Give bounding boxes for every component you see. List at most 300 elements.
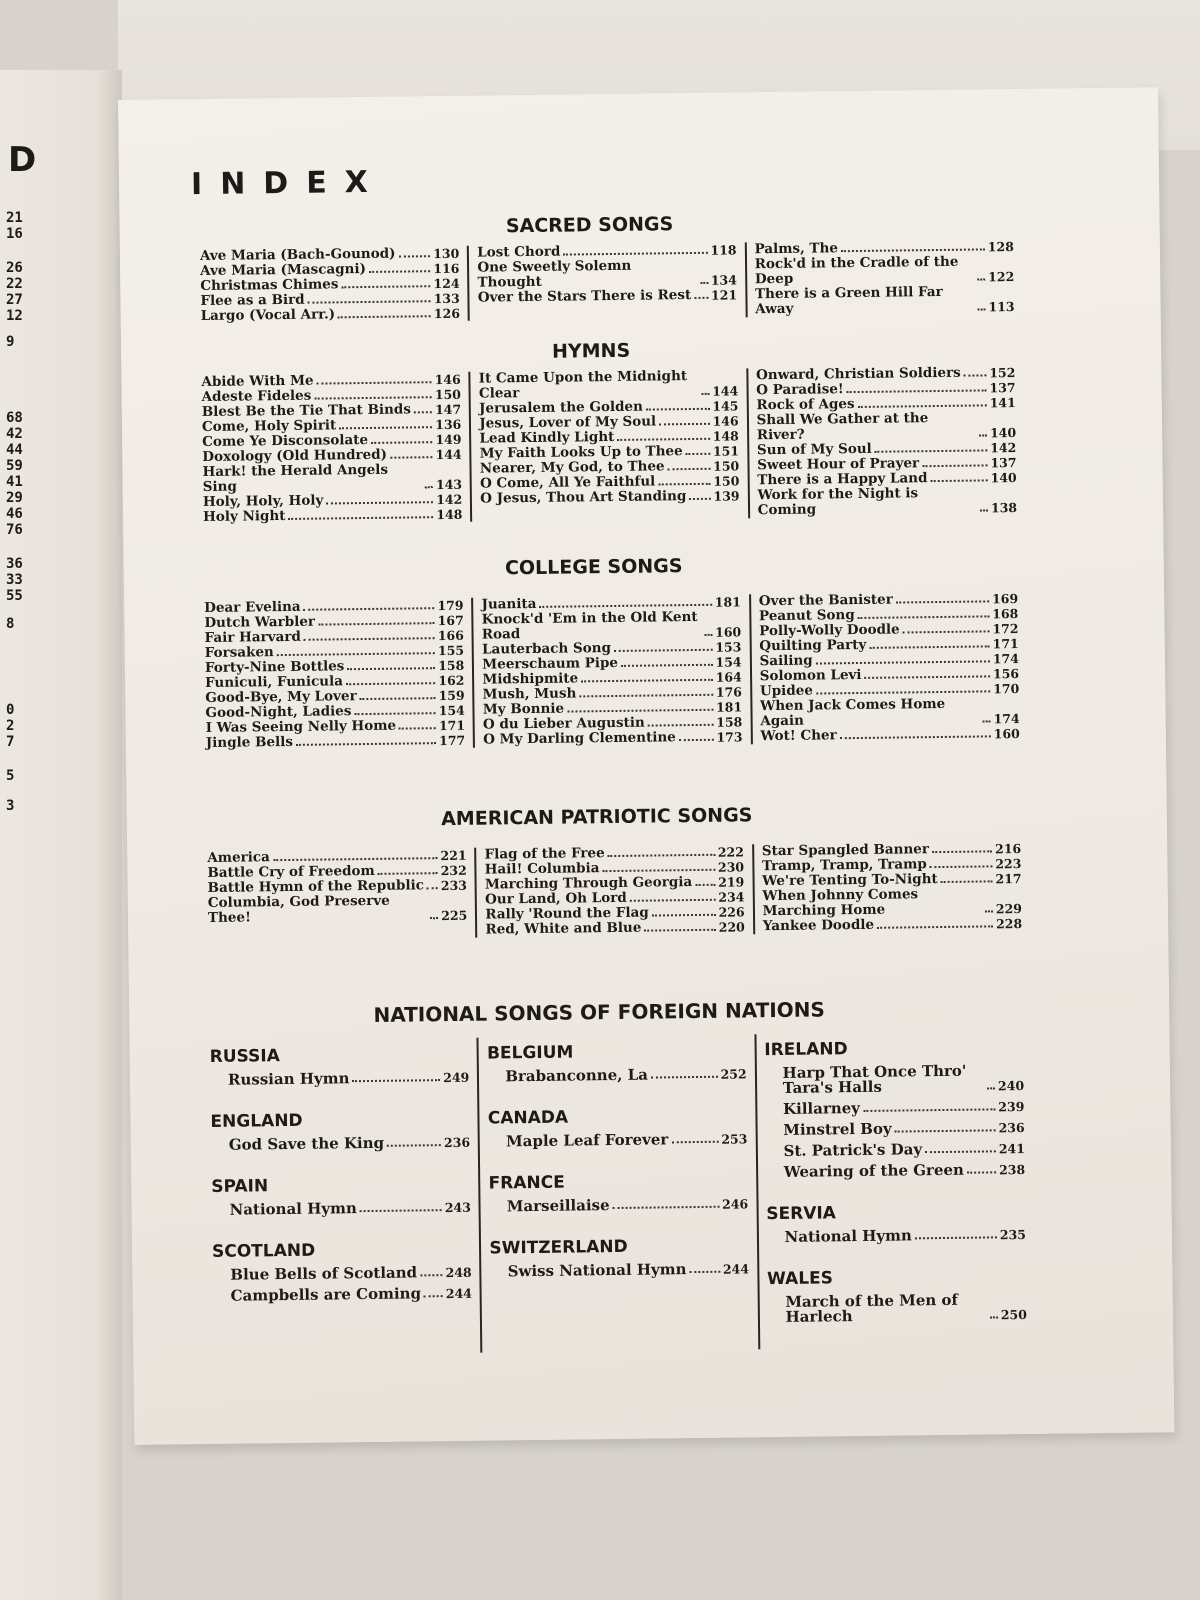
page-number: 181 [714,594,741,610]
song-title: Sailing [759,652,813,670]
index-column [196,598,473,751]
dot-leader [314,396,432,399]
page-number: 128 [987,239,1014,255]
index-entry [477,257,737,290]
dot-leader [304,637,435,641]
page-number: 239 [998,1099,1025,1115]
left-page-number: 22 [6,276,23,292]
page-number: 149 [435,431,462,448]
index-column [467,242,745,320]
page-number: 222 [717,844,744,860]
index-title: INDEX [190,164,387,203]
dot-leader [360,697,436,700]
page-number: 229 [995,901,1023,917]
song-title: Hark! the Herald Angels Sing [202,461,389,495]
song-title: O Paradise! [756,381,844,399]
index-entry [489,1196,748,1214]
page-number: 171 [992,636,1019,652]
song-title: Jesus, Lover of My Soul [479,413,657,432]
index-column [754,1031,1035,1349]
dot-leader [339,426,432,429]
song-title: Good-Night, Ladies [205,703,352,721]
page-number: 126 [433,305,461,322]
index-entry [488,1131,747,1149]
song-title: Holy, Holy, Holy [202,492,324,510]
page-number: 146 [712,413,739,429]
index-column [193,372,470,525]
page-number: 244 [445,1285,473,1302]
dot-leader [399,255,431,257]
dot-leader [903,630,990,633]
song-title: Holy Night [203,507,286,525]
dot-leader [980,509,988,511]
index-entry [213,1286,472,1304]
country-heading: SERVIA [766,1203,837,1225]
page-number: 241 [998,1140,1025,1157]
dot-leader [990,1316,998,1318]
page-number: 134 [710,272,737,288]
dot-leader [539,604,711,608]
page-number: 236 [998,1120,1025,1136]
dot-leader [581,679,713,683]
index-column [744,239,1022,317]
foreign-columns [202,1031,1036,1356]
page-number: 216 [995,841,1022,857]
dot-leader [858,615,990,619]
country-heading: FRANCE [488,1172,565,1194]
song-title: There is a Happy Land [757,470,928,489]
dot-leader [289,516,434,520]
country-heading: RUSSIA [209,1046,280,1067]
index-column [202,1038,481,1356]
song-title: Minstrel Boy [783,1119,892,1139]
song-title: It Came Upon the Midnight Clear [478,368,688,402]
dot-leader [983,720,991,722]
song-title: Swiss National Hymn [507,1260,687,1281]
song-title: Polly-Wolly Doodle [759,621,900,640]
index-entry [755,254,1015,287]
country-songs [767,1227,1026,1245]
page-number: 246 [722,1196,749,1212]
dot-leader [430,917,438,919]
dot-leader [630,899,716,902]
song-title: Battle Cry of Freedom [207,862,375,881]
song-title: Battle Hymn of the Republic [207,877,424,896]
song-title: Russian Hymn [227,1069,350,1089]
dot-leader [296,742,436,746]
section-columns [192,239,1023,324]
country-songs [767,1292,1027,1325]
index-page [118,87,1174,1445]
dot-leader [689,498,710,500]
country-heading: CANADA [487,1107,569,1129]
left-page-number: 68 [6,410,23,426]
dot-leader [987,1087,995,1089]
dot-leader [865,675,990,679]
dot-leader [930,865,993,868]
dot-leader [427,887,438,889]
index-entry [212,1265,471,1283]
index-column [477,1034,758,1352]
country-songs [490,1261,749,1279]
index-column [192,246,468,324]
song-title: Wot! Cher [760,727,837,745]
dot-leader [932,850,992,853]
dot-leader [977,278,985,280]
index-column [746,365,1025,518]
dot-leader [646,408,709,411]
dot-leader [567,709,713,713]
country-songs [488,1131,747,1149]
country-heading: SPAIN [211,1176,269,1197]
dot-leader [399,727,436,729]
dot-leader [563,252,707,256]
section-columns [199,841,1030,941]
dot-leader [841,248,985,252]
song-title: Killarney [782,1099,861,1118]
left-page-number: 42 [6,426,23,442]
page-number: 159 [438,687,465,704]
page-number: 234 [718,889,745,905]
song-title: Funiculi, Funicula [205,673,344,691]
page-number: 140 [990,470,1017,486]
index-entry [210,1070,469,1088]
dot-leader [277,652,435,656]
page-number: 176 [715,684,743,700]
dot-leader [816,660,990,664]
page-number: 226 [718,904,745,920]
left-page [0,70,122,1600]
index-entry [208,893,468,926]
left-page-number: 59 [6,458,23,474]
song-title: Tramp, Tramp, Tramp [761,856,927,875]
dot-leader [614,649,712,652]
dot-leader [694,297,708,299]
song-title: Brabanconne, La [505,1065,649,1086]
song-title: Knock'd 'Em in the Old Kent Road [481,608,698,643]
index-entry [485,919,744,937]
dot-leader [424,1295,443,1297]
left-page-number: 3 [6,798,15,814]
dot-leader [967,1171,996,1173]
page-number: 144 [712,383,739,399]
index-entry [211,1200,470,1218]
dot-leader [668,468,711,471]
song-title: My Faith Looks Up to Thee [479,443,683,462]
song-title: St. Patrick's Day [783,1140,923,1160]
song-title: Maple Leaf Forever [505,1130,669,1151]
dot-leader [895,1129,996,1132]
section-title: SACRED SONGS [505,213,674,238]
dot-leader [308,300,431,304]
page-number: 142 [990,440,1017,456]
section-title: NATIONAL SONGS OF FOREIGN NATIONS [373,997,826,1027]
index-entry [765,1120,1024,1138]
song-title: One Sweetly Solemn Thought [477,257,632,291]
dot-leader [652,914,716,917]
page-number: 158 [716,714,743,730]
country-heading: SWITZERLAND [489,1236,628,1259]
dot-leader [579,694,712,698]
dot-leader [840,735,991,739]
index-entry [478,287,737,305]
dot-leader [858,404,987,408]
song-title: Solomon Levi [759,666,862,685]
song-title: Flee as a Bird [200,291,305,310]
song-title: Blue Bells of Scotland [230,1263,418,1284]
song-title: Come, Holy Spirit [201,417,337,435]
index-entry [760,726,1019,744]
page-number: 152 [989,365,1016,381]
country-songs [489,1196,748,1214]
page-number: 154 [715,654,742,670]
song-title: Doxology (Old Hundred) [202,446,388,465]
index-column [471,594,750,747]
dot-leader [346,682,435,685]
dot-leader [360,1209,442,1212]
left-page-number: 0 [6,702,15,718]
song-title: Good-Bye, My Lover [205,688,357,706]
dot-leader [671,1141,718,1144]
dot-leader [679,739,714,741]
left-page-number: 55 [6,588,23,604]
song-title: Over the Banister [758,591,893,610]
dot-leader [863,1108,995,1112]
page-number: 219 [718,874,745,890]
page-number: 148 [712,428,739,444]
page-number: 221 [440,847,467,864]
dot-leader [354,712,435,715]
page-number: 169 [991,591,1019,607]
page-number: 166 [437,627,464,644]
song-title: Shall We Gather at the River? [756,410,929,444]
left-page-number: 36 [6,556,23,572]
left-page-number: 12 [6,308,23,324]
country-songs [487,1066,746,1084]
song-title: We're Tenting To-Night [762,871,938,890]
page-number: 155 [437,642,465,659]
page-number: 225 [441,907,468,924]
left-page-number: 26 [6,260,23,276]
song-title: Meerschaum Pipe [482,654,619,673]
index-entry [479,368,739,401]
dot-leader [318,622,435,625]
left-page-number: 8 [6,616,15,632]
country-songs [211,1200,470,1218]
page-number: 250 [1000,1306,1027,1323]
page-number: 146 [434,371,461,388]
page-number: 168 [992,606,1019,622]
song-title: Red, White and Blue [485,919,642,938]
dot-leader [621,664,713,667]
page-number: 252 [720,1066,747,1082]
song-title: Dutch Warbler [204,613,316,631]
index-entry [480,488,739,506]
country-heading: SCOTLAND [211,1240,316,1262]
song-title: Adeste Fideles [201,387,312,405]
page-number: 171 [438,717,466,734]
song-title: My Bonnie [482,700,565,718]
page-number: 156 [992,666,1020,682]
left-page-number: 21 [6,210,23,226]
song-title: Hail! Columbia [484,860,600,878]
song-title: National Hymn [229,1199,357,1219]
left-page-number: 27 [6,292,23,308]
page-number: 235 [999,1226,1027,1243]
page-number: 164 [715,669,742,685]
country-heading: ENGLAND [210,1110,303,1132]
page-number: 173 [716,729,743,745]
index-entry [755,284,1015,317]
dot-leader [658,483,710,486]
dot-leader [617,438,709,441]
song-title: O My Darling Clementine [483,729,676,748]
song-title: When Jack Comes Home Again [760,695,946,730]
section-title: AMERICAN PATRIOTIC SONGS [441,804,753,831]
dot-leader [896,600,989,603]
song-title: Blest Be the Tie That Binds [201,401,412,420]
dot-leader [922,464,987,467]
section-title: HYMNS [551,339,631,363]
song-title: Forsaken [204,644,274,661]
index-entry [206,733,465,751]
dot-leader [979,434,987,436]
song-title: Mush, Mush [482,685,577,703]
song-title: Juanita [481,595,537,613]
song-title: Palms, The [754,240,839,258]
song-title: America [207,849,270,866]
page-number: 220 [718,919,745,935]
page-number: 141 [989,395,1016,411]
song-title: Fair Harvard [204,628,301,646]
left-page-number: 41 [6,474,23,490]
page-number: 177 [438,732,466,749]
page-number: 151 [712,443,740,459]
song-title: Sweet Hour of Prayer [757,455,920,474]
dot-leader [686,453,710,455]
index-entry [757,410,1017,443]
section-title: COLLEGE SONGS [504,555,683,580]
dot-leader [847,389,987,393]
song-title: March of the Men of Harlech [785,1290,958,1326]
page-number: 162 [438,672,465,689]
dot-leader [352,1079,440,1082]
page-number: 136 [435,416,462,433]
dot-leader [347,667,435,670]
page-number: 248 [445,1264,472,1281]
song-title: There is a Green Hill Far Away [754,283,943,318]
page-number: 179 [437,597,464,614]
song-title: Lead Kindly Light [479,428,615,447]
page-number: 174 [993,711,1020,727]
song-title: O Come, All Ye Faithful [479,473,656,492]
left-page-number: 29 [6,490,23,506]
page-number: 150 [712,458,740,474]
country-songs [211,1135,470,1153]
song-title: Onward, Christian Soldiers [755,364,961,384]
page-number: 145 [712,398,739,414]
page-number: 150 [434,386,462,403]
index-entry [763,916,1022,934]
song-title: Christmas Chimes [200,276,339,295]
page-number: 137 [990,455,1017,471]
left-page-heading-fragment: D [8,140,37,180]
index-column [474,844,752,937]
index-entry [766,1162,1025,1180]
song-title: National Hymn [784,1226,912,1246]
dot-leader [371,441,432,444]
song-title: Over the Stars There is Rest [477,287,692,306]
left-page-number: 16 [6,226,23,242]
song-title: Rally 'Round the Flag [485,904,649,923]
page-number: 113 [988,299,1015,315]
page-number: 154 [438,702,465,719]
page-number: 137 [989,380,1016,396]
song-title: When Johnny Comes Marching Home [762,886,919,920]
song-title: Midshipmite [482,670,579,688]
page-number: 116 [433,260,460,277]
song-title: Dear Evelina [204,598,301,616]
index-entry [487,1066,746,1084]
song-title: Ave Maria (Bach-Gounod) [199,245,396,265]
index-entry [767,1292,1027,1325]
left-page-number: 5 [6,768,15,784]
page-number: 172 [992,621,1019,637]
dot-leader [875,449,987,452]
song-title: Star Spangled Banner [761,841,930,860]
dot-leader [700,282,708,284]
country-heading: IRELAND [764,1039,848,1061]
page-number: 121 [710,287,738,303]
page-number: 240 [997,1078,1025,1094]
country-songs [765,1063,1026,1180]
song-title: Campbells are Coming [230,1284,422,1305]
dot-leader [690,1271,720,1273]
song-title: Rock of Ages [756,396,855,414]
section-columns [196,591,1028,751]
song-title: Quilting Party [759,636,867,655]
song-title: Nearer, My God, to Thee [479,458,665,477]
dot-leader [648,724,713,727]
page-number: 158 [438,657,465,674]
page-number: 150 [713,473,740,489]
page-number: 133 [433,290,460,307]
dot-leader [644,929,715,932]
dot-leader [608,854,715,857]
index-entry [202,462,462,495]
left-page-number: 7 [6,734,15,750]
index-entry [765,1141,1024,1159]
dot-leader [877,925,993,928]
song-title: O Jesus, Thou Art Standing [480,488,687,507]
page-number: 148 [436,506,463,523]
country-songs [210,1070,469,1088]
dot-leader [613,1206,720,1209]
song-title: Peanut Song [758,607,855,625]
song-title: Lauterbach Song [481,640,612,658]
song-title: Upidee [759,682,813,700]
dot-leader [414,411,432,413]
page-number: 140 [989,425,1017,441]
page-number: 217 [995,871,1022,887]
index-entry [490,1261,749,1279]
index-entry [760,696,1020,729]
song-title: Columbia, God Preserve Thee! [207,892,390,926]
dot-leader [695,884,715,886]
dot-leader [387,1144,441,1147]
index-column [199,848,475,941]
dot-leader [978,308,986,310]
